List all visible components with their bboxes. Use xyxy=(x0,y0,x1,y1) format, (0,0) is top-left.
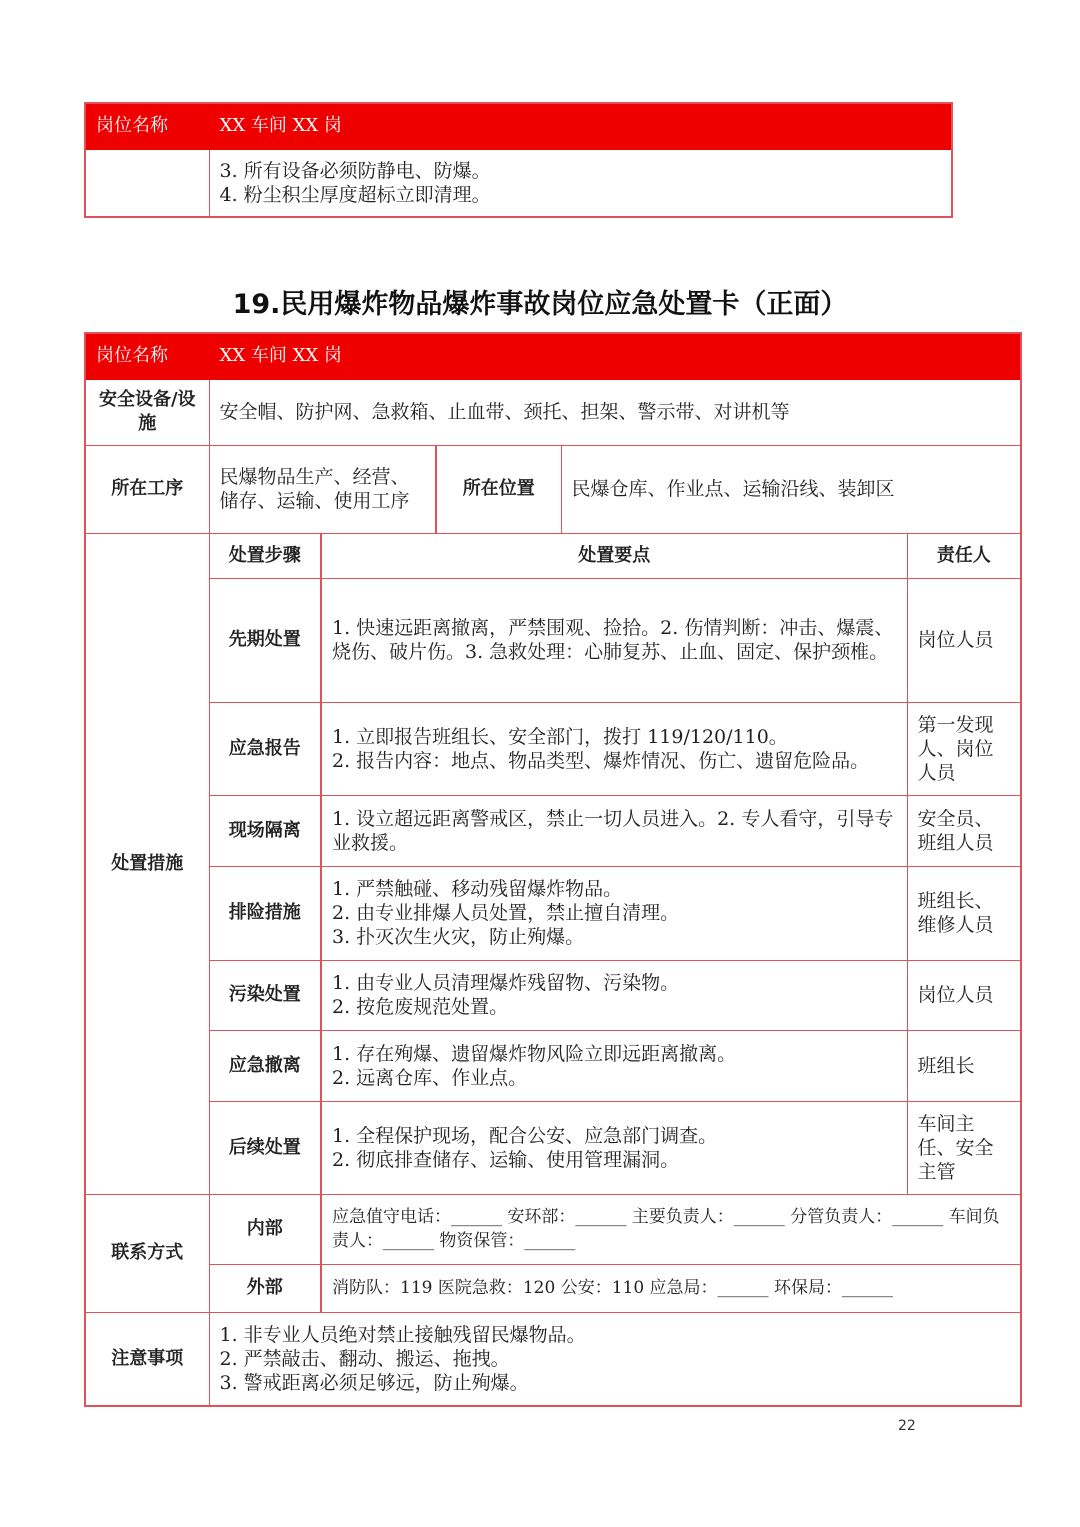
continued-table xyxy=(84,102,953,218)
step-person: 岗位人员 xyxy=(907,960,1021,1030)
notes xyxy=(209,1312,1021,1406)
post-name-label: 岗位名称 xyxy=(85,103,209,149)
step-name: 先期处置 xyxy=(209,578,321,702)
point-line: 1. 全程保护现场，配合公安、应急部门调查。 xyxy=(332,1124,718,1147)
page-title: 19.民用爆炸物品爆炸事故岗位应急处置卡（正面） xyxy=(232,289,848,320)
external-label: 外部 xyxy=(209,1264,321,1312)
step-name: 应急撤离 xyxy=(209,1030,321,1101)
table-row xyxy=(85,795,1021,866)
point-line: 2. 由专业排爆人员处置，禁止擅自清理。 xyxy=(332,902,680,924)
point-line: 1. 严禁触碰、移动残留爆炸物品。 xyxy=(332,878,623,900)
measures-label: 处置措施 xyxy=(85,533,209,1194)
point-line: 1. 立即报告班组长、安全部门，拨打 119/120/110。 xyxy=(332,725,788,748)
post-name-label: 岗位名称 xyxy=(85,333,209,379)
point-line: 2. 彻底排查储存、运输、使用管理漏洞。 xyxy=(332,1148,680,1171)
step-points xyxy=(321,795,907,866)
point-line: 1. 存在殉爆、遗留爆炸物风险立即远距离撤离。 xyxy=(332,1042,737,1065)
empty-cell xyxy=(85,149,209,217)
step-name: 排险措施 xyxy=(209,866,321,960)
step-points xyxy=(321,578,907,702)
equipment-label: 安全设备/设施 xyxy=(85,379,209,445)
table-row xyxy=(85,702,1021,795)
point-line: 1. 设立超远距离警戒区，禁止一切人员进入。2. 专人看守，引导专业救援。 xyxy=(332,807,894,854)
point-line: 1. 由专业人员清理爆炸残留物、污染物。 xyxy=(332,972,680,994)
list-item: 3. 所有设备必须防静电、防爆。 xyxy=(219,159,491,182)
location-value: 民爆仓库、作业点、运输沿线、装卸区 xyxy=(561,445,1021,533)
internal-label: 内部 xyxy=(209,1194,321,1264)
contact-label: 联系方式 xyxy=(85,1194,209,1312)
note-line: 2. 严禁敲击、翻动、搬运、拖拽。 xyxy=(219,1347,510,1370)
step-person: 车间主任、安全主管 xyxy=(907,1101,1021,1194)
table-row xyxy=(85,1101,1021,1194)
step-points xyxy=(321,1030,907,1101)
external-contacts: 消防队：119 医院急救：120 公安：110 应急局：______ 环保局：______ xyxy=(321,1264,1021,1312)
step-points xyxy=(321,1101,907,1194)
post-name-value: XX 车间 XX 岗 xyxy=(209,333,1021,379)
step-name: 应急报告 xyxy=(209,702,321,795)
location-label: 所在位置 xyxy=(436,445,561,533)
notes-label: 注意事项 xyxy=(85,1312,209,1406)
equipment-value: 安全帽、防护网、急救箱、止血带、颈托、担架、警示带、对讲机等 xyxy=(209,379,1021,445)
step-person: 岗位人员 xyxy=(907,578,1021,702)
process-label: 所在工序 xyxy=(85,445,209,533)
table-row xyxy=(85,960,1021,1030)
page-number: 22 xyxy=(898,1418,916,1434)
note-line: 1. 非专业人员绝对禁止接触残留民爆物品。 xyxy=(219,1323,586,1346)
point-line: 2. 报告内容：地点、物品类型、爆炸情况、伤亡、遗留危险品。 xyxy=(332,749,870,772)
point-line: 3. 扑灭次生火灾，防止殉爆。 xyxy=(332,926,585,948)
process-value: 民爆物品生产、经营、储存、运输、使用工序 xyxy=(209,445,436,533)
step-points xyxy=(321,702,907,795)
step-person: 第一发现人、岗位人员 xyxy=(907,702,1021,795)
post-name-value: XX 车间 XX 岗 xyxy=(209,103,952,149)
table-row xyxy=(85,1030,1021,1101)
list-item: 4. 粉尘积尘厚度超标立即清理。 xyxy=(219,183,491,206)
emergency-card-table xyxy=(84,332,1022,1407)
step-name: 后续处置 xyxy=(209,1101,321,1194)
note-line: 3. 警戒距离必须足够远，防止殉爆。 xyxy=(219,1371,529,1394)
point-line: 1. 快速远距离撤离，严禁围观、捡拾。2. 伤情判断：冲击、爆震、烧伤、破片伤。3. 急救处理：心肺复苏、止血、固定、保护颈椎。 xyxy=(332,617,894,663)
table-row xyxy=(85,866,1021,960)
point-line: 2. 按危废规范处置。 xyxy=(332,996,509,1018)
col-points-header: 处置要点 xyxy=(321,533,907,578)
step-points xyxy=(321,960,907,1030)
internal-contacts: 应急值守电话：______ 安环部：______ 主要负责人：______ 分管负责人：______ 车间负责人：______ 物资保管：______ xyxy=(321,1194,1021,1264)
point-line: 2. 远离仓库、作业点。 xyxy=(332,1066,528,1089)
step-person: 班组长 xyxy=(907,1030,1021,1101)
step-person: 安全员、班组人员 xyxy=(907,795,1021,866)
col-step-header: 处置步骤 xyxy=(209,533,321,578)
step-points xyxy=(321,866,907,960)
step-name: 污染处置 xyxy=(209,960,321,1030)
step-person: 班组长、维修人员 xyxy=(907,866,1021,960)
continued-items xyxy=(209,149,952,217)
col-person-header: 责任人 xyxy=(907,533,1021,578)
step-name: 现场隔离 xyxy=(209,795,321,866)
table-row xyxy=(85,578,1021,702)
